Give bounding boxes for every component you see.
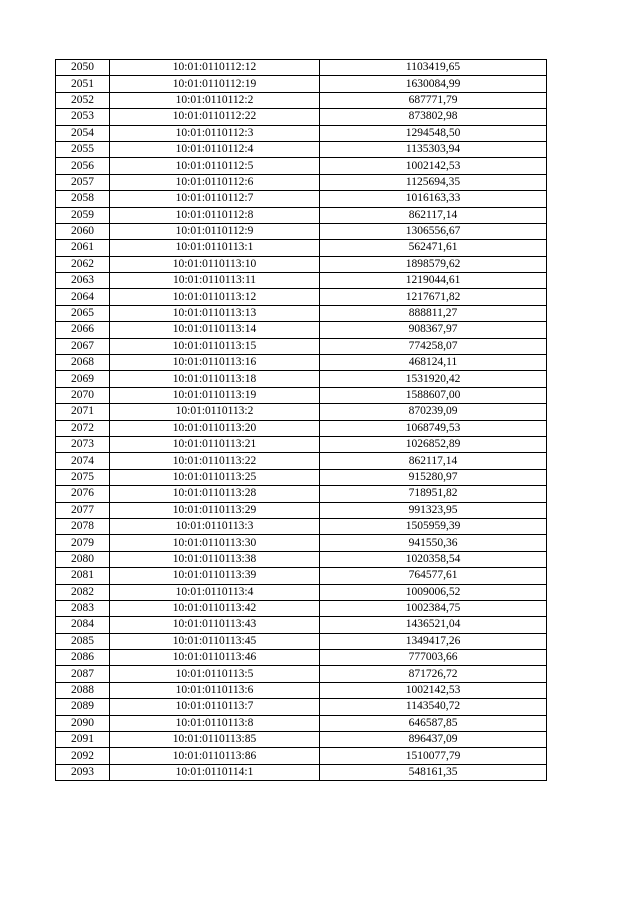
row-number-cell: 2089 [56,699,110,715]
amount-cell: 1531920,42 [320,371,547,387]
row-number-cell: 2077 [56,502,110,518]
amount-cell: 873802,98 [320,109,547,125]
amount-cell: 1143540,72 [320,699,547,715]
amount-cell: 774258,07 [320,338,547,354]
amount-cell: 1505959,39 [320,518,547,534]
row-number-cell: 2058 [56,191,110,207]
cadastral-number-cell: 10:01:0110113:8 [110,715,320,731]
cadastral-number-cell: 10:01:0110113:12 [110,289,320,305]
amount-cell: 896437,09 [320,732,547,748]
cadastral-number-cell: 10:01:0110113:38 [110,551,320,567]
amount-cell: 1002142,53 [320,682,547,698]
cadastral-number-cell: 10:01:0110112:8 [110,207,320,223]
amount-cell: 1898579,62 [320,256,547,272]
row-number-cell: 2065 [56,305,110,321]
table-row [56,584,547,600]
row-number-cell: 2086 [56,650,110,666]
amount-cell: 718951,82 [320,486,547,502]
row-number-cell: 2070 [56,387,110,403]
amount-cell: 687771,79 [320,92,547,108]
row-number-cell: 2052 [56,92,110,108]
cadastral-number-cell: 10:01:0110113:30 [110,535,320,551]
table-row [56,174,547,190]
cadastral-number-cell: 10:01:0110113:10 [110,256,320,272]
row-number-cell: 2067 [56,338,110,354]
table-body [56,60,547,781]
row-number-cell: 2074 [56,453,110,469]
row-number-cell: 2063 [56,273,110,289]
row-number-cell: 2082 [56,584,110,600]
table-row [56,141,547,157]
cadastral-number-cell: 10:01:0110113:39 [110,568,320,584]
table-row [56,289,547,305]
row-number-cell: 2064 [56,289,110,305]
row-number-cell: 2078 [56,518,110,534]
amount-cell: 562471,61 [320,240,547,256]
row-number-cell: 2080 [56,551,110,567]
table-row [56,76,547,92]
table-row [56,732,547,748]
amount-cell: 862117,14 [320,207,547,223]
row-number-cell: 2059 [56,207,110,223]
row-number-cell: 2075 [56,469,110,485]
row-number-cell: 2090 [56,715,110,731]
table-row [56,322,547,338]
amount-cell: 1020358,54 [320,551,547,567]
row-number-cell: 2073 [56,436,110,452]
row-number-cell: 2060 [56,223,110,239]
cadastral-number-cell: 10:01:0110113:43 [110,617,320,633]
amount-cell: 646587,85 [320,715,547,731]
table-row [56,748,547,764]
amount-cell: 1630084,99 [320,76,547,92]
amount-cell: 862117,14 [320,453,547,469]
row-number-cell: 2055 [56,141,110,157]
row-number-cell: 2091 [56,732,110,748]
cadastral-number-cell: 10:01:0110113:21 [110,436,320,452]
table-row [56,568,547,584]
cadastral-number-cell: 10:01:0110113:16 [110,355,320,371]
table-row [56,109,547,125]
row-number-cell: 2068 [56,355,110,371]
row-number-cell: 2051 [56,76,110,92]
table-row [56,469,547,485]
table-row [56,617,547,633]
cadastral-number-cell: 10:01:0110113:46 [110,650,320,666]
amount-cell: 1068749,53 [320,420,547,436]
table-row [56,551,547,567]
table-row [56,682,547,698]
table-row [56,338,547,354]
row-number-cell: 2071 [56,404,110,420]
row-number-cell: 2083 [56,600,110,616]
amount-cell: 548161,35 [320,764,547,780]
table-row [56,223,547,239]
cadastral-number-cell: 10:01:0110112:22 [110,109,320,125]
table-row [56,125,547,141]
amount-cell: 915280,97 [320,469,547,485]
table-row [56,305,547,321]
table-row [56,404,547,420]
table-row [56,535,547,551]
amount-cell: 1306556,67 [320,223,547,239]
cadastral-number-cell: 10:01:0110113:28 [110,486,320,502]
row-number-cell: 2081 [56,568,110,584]
cadastral-number-cell: 10:01:0110112:5 [110,158,320,174]
cadastral-number-cell: 10:01:0110113:29 [110,502,320,518]
cadastral-number-cell: 10:01:0110112:3 [110,125,320,141]
amount-cell: 777003,66 [320,650,547,666]
row-number-cell: 2093 [56,764,110,780]
table-row [56,650,547,666]
cadastral-number-cell: 10:01:0110112:4 [110,141,320,157]
row-number-cell: 2050 [56,60,110,76]
amount-cell: 764577,61 [320,568,547,584]
data-table [55,59,547,781]
table-row [56,666,547,682]
amount-cell: 941550,36 [320,535,547,551]
table-row [56,436,547,452]
table-row [56,273,547,289]
row-number-cell: 2056 [56,158,110,174]
row-number-cell: 2076 [56,486,110,502]
cadastral-number-cell: 10:01:0110113:18 [110,371,320,387]
cadastral-number-cell: 10:01:0110113:45 [110,633,320,649]
cadastral-number-cell: 10:01:0110112:6 [110,174,320,190]
cadastral-number-cell: 10:01:0110113:14 [110,322,320,338]
amount-cell: 870239,09 [320,404,547,420]
cadastral-number-cell: 10:01:0110113:15 [110,338,320,354]
amount-cell: 1436521,04 [320,617,547,633]
table-row [56,240,547,256]
row-number-cell: 2079 [56,535,110,551]
amount-cell: 1002142,53 [320,158,547,174]
amount-cell: 1588607,00 [320,387,547,403]
amount-cell: 908367,97 [320,322,547,338]
table-row [56,502,547,518]
cadastral-number-cell: 10:01:0110113:4 [110,584,320,600]
amount-cell: 1103419,65 [320,60,547,76]
row-number-cell: 2061 [56,240,110,256]
cadastral-number-cell: 10:01:0110114:1 [110,764,320,780]
amount-cell: 991323,95 [320,502,547,518]
row-number-cell: 2087 [56,666,110,682]
table-row [56,453,547,469]
table-row [56,699,547,715]
cadastral-number-cell: 10:01:0110113:42 [110,600,320,616]
cadastral-number-cell: 10:01:0110113:7 [110,699,320,715]
cadastral-number-cell: 10:01:0110113:3 [110,518,320,534]
amount-cell: 1009006,52 [320,584,547,600]
row-number-cell: 2053 [56,109,110,125]
amount-cell: 1349417,26 [320,633,547,649]
row-number-cell: 2069 [56,371,110,387]
row-number-cell: 2092 [56,748,110,764]
cadastral-number-cell: 10:01:0110112:7 [110,191,320,207]
cadastral-number-cell: 10:01:0110113:6 [110,682,320,698]
table-row [56,256,547,272]
amount-cell: 871726,72 [320,666,547,682]
table-row [56,600,547,616]
cadastral-number-cell: 10:01:0110113:19 [110,387,320,403]
cadastral-number-cell: 10:01:0110113:85 [110,732,320,748]
table-row [56,92,547,108]
row-number-cell: 2088 [56,682,110,698]
cadastral-number-cell: 10:01:0110113:13 [110,305,320,321]
amount-cell: 1219044,61 [320,273,547,289]
table-row [56,715,547,731]
table-row [56,191,547,207]
table-row [56,207,547,223]
table-row [56,486,547,502]
amount-cell: 888811,27 [320,305,547,321]
table-row [56,633,547,649]
table-row [56,355,547,371]
cadastral-number-cell: 10:01:0110113:25 [110,469,320,485]
row-number-cell: 2054 [56,125,110,141]
cadastral-number-cell: 10:01:0110112:2 [110,92,320,108]
table-row [56,764,547,780]
cadastral-number-cell: 10:01:0110112:19 [110,76,320,92]
row-number-cell: 2084 [56,617,110,633]
table-row [56,371,547,387]
row-number-cell: 2057 [56,174,110,190]
cadastral-number-cell: 10:01:0110112:12 [110,60,320,76]
table-row [56,158,547,174]
amount-cell: 1016163,33 [320,191,547,207]
amount-cell: 1510077,79 [320,748,547,764]
table-row [56,387,547,403]
cadastral-number-cell: 10:01:0110113:1 [110,240,320,256]
row-number-cell: 2062 [56,256,110,272]
table-row [56,420,547,436]
row-number-cell: 2066 [56,322,110,338]
row-number-cell: 2085 [56,633,110,649]
cadastral-number-cell: 10:01:0110113:11 [110,273,320,289]
amount-cell: 1026852,89 [320,436,547,452]
table-row [56,60,547,76]
cadastral-number-cell: 10:01:0110113:5 [110,666,320,682]
cadastral-number-cell: 10:01:0110113:20 [110,420,320,436]
amount-cell: 1294548,50 [320,125,547,141]
table-row [56,518,547,534]
amount-cell: 1217671,82 [320,289,547,305]
row-number-cell: 2072 [56,420,110,436]
cadastral-number-cell: 10:01:0110113:22 [110,453,320,469]
cadastral-number-cell: 10:01:0110113:86 [110,748,320,764]
amount-cell: 1135303,94 [320,141,547,157]
amount-cell: 1002384,75 [320,600,547,616]
cadastral-number-cell: 10:01:0110112:9 [110,223,320,239]
amount-cell: 1125694,35 [320,174,547,190]
amount-cell: 468124,11 [320,355,547,371]
cadastral-number-cell: 10:01:0110113:2 [110,404,320,420]
